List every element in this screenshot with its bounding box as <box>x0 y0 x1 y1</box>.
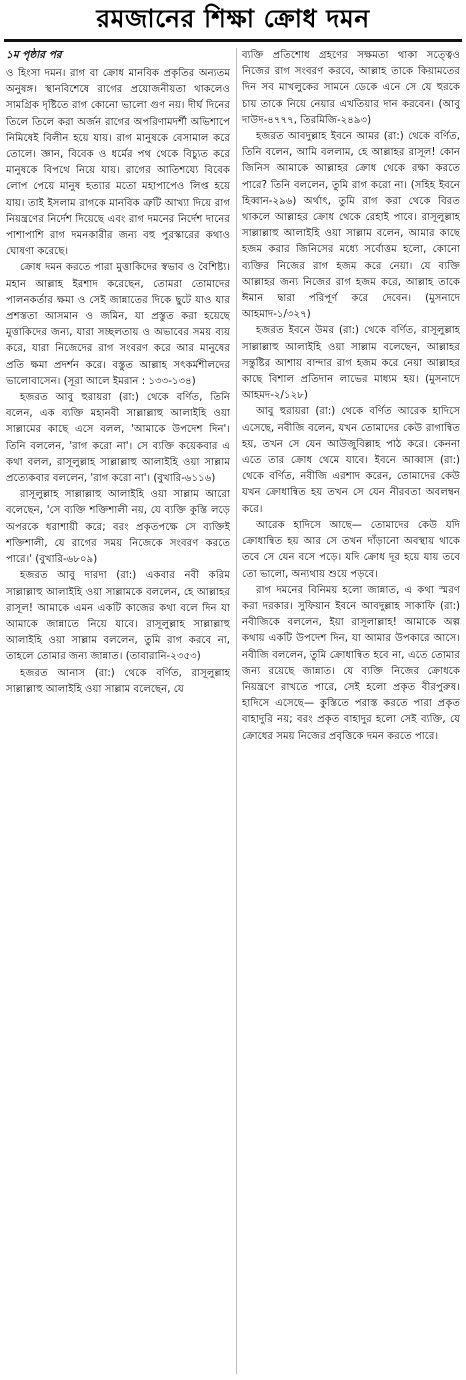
paragraph: আরেক হাদিসে আছে— তোমাদের কেউ যদি ক্রোধান্বিত হয় আর সে তখন দাঁড়ানো অবস্থায় থাকে তবে সে যেন বসে পড়ে। যদি ক্রোধ দূর হয়ে যায় তবে তো ভালো, অন্যথায় শুয়ে পড়বে। <box>242 519 460 580</box>
continued-from-label: ১ম পৃষ্ঠার পর <box>6 49 62 61</box>
paragraph: হজরত আবু দারদা (রা:) একবার নবী করিম সাল্লাল্লাহু আলাইহি ওয়া সাল্লামকে বললেন, হে আল্লাহর রাসূল! আমাকে এমন একটি কাজের কথা বলে দিন যা আমাকে জান্নাতে নিয়ে যাবে। রাসূলুল্লাহ সাল্লাল্লাহু আলাইহি ওয়া সাল্লাম বললেন, তুমি রাগ করবে না, তাহলে তোমার জন্য জান্নাত। (তাবারানি-২৩৫৩) <box>6 570 230 663</box>
paragraph: ও হিংসা দমন। রাগ বা ক্রোধ মানবিক প্রকৃতির অন্যতম অনুষঙ্গ। স্থানবিশেষে রাগের প্রয়োজনীয়তা থাকলেও সামগ্রিক দৃষ্টিতে রাগ কোনো ভালো গুণ নয়। দীর্ঘ দিনের তিলে তিলে করা অর্জন রাগের অপরিণামদর্শী অভিশাপে নিমিষেই বিলীন হয়ে যায়। রাগ মানুষকে বেসামাল করে তোলে। জ্ঞান, বিবেক ও ধর্মের পথ থেকে বিচ্যুত করে মানুষকে বিপথে নিয়ে যায়। রাগের আতিশয্যে বিবেক লোপ পেয়ে মানুষ হত্যার মতো মহাপাপেও লিপ্ত হয়ে যায়। তাই ইসলাম রাগকে মানবিক ত্রুটি আখ্যা দিয়ে রাগ নিয়ন্ত্রণের নির্দেশ দিয়েছে এবং রাগ দমনের নির্দেশ দানের পাশাপাশি রাগ দমনকারীর জন্য বহু পুরস্কারের কথাও ঘোষণা করেছে। <box>6 68 230 258</box>
paragraph: হজরত ইবনে উমর (রা:) থেকে বর্ণিত, রাসূলুল্লাহ সাল্লাল্লাহু আলাইহি ওয়া সাল্লাম বলেছেন, আল্লাহর সন্তুষ্টির আশায় বান্দার রাগ হজম করে নেয়া আল্লাহর কাছে বিশাল প্রতিদান লাভের মাধ্যম হয়। (মুসনাদে আহমদ-২/১২৮) <box>242 325 460 402</box>
paragraph: হজরত আনাস (রা:) থেকে বর্ণিত, রাসূলুল্লাহ সাল্লাল্লাহু আলাইহি ওয়া সাল্লাম বলেছেন, যে <box>6 667 230 695</box>
paragraph: রাগ দমনের বিনিময় হলো জান্নাত, এ কথা স্মরণ করা দরকার। সুফিয়ান ইবনে আবদুল্লাহ সাকাফি (রা:) নবীজিকে বললেন, ইয়া রাসূলাল্লাহ! আমাকে অল্প কথায় একটি উপদেশ দিন, যা আমার উপকারে আসে। নবীজি বললেন, তুমি ক্রোধান্বিত হবে না, এতে তোমার জন্য রয়েছে জান্নাত। যে ব্যক্তি নিজের ক্রোধকে নিয়ন্ত্রণে রাখতে পারে, সেই হলো প্রকৃত বীরপুরুষ। হাদিসে এসেছে— কুস্তিতে পরাস্ত করতে পারা প্রকৃত বাহাদুরি নয়; বরং প্রকৃত বাহাদুর হলো সেই ব্যক্তি, যে ক্রোধের সময় নিজের প্রবৃত্তিকে দমন করতে পারে। <box>242 584 460 742</box>
paragraph: ব্যক্তি প্রতিশোধ গ্রহণের সক্ষমতা থাকা সত্ত্বেও নিজের রাগ সংবরণ করবে, আল্লাহ তাকে কিয়ামতের দিন সব মাখলুকের সামনে ডেকে এনে সে যে হুরকে চায় তাকে নিয়ে নেয়ার এখতিয়ার দান করবেন। (আবু দাউদ-৪৭৭৭, তিরমিজি-২৪৯৩) <box>242 50 460 126</box>
article-headline: রমজানের শিক্ষা ক্রোধ দমন <box>96 4 370 33</box>
paragraph: ক্রোধ দমন করতে পারা মুত্তাকিদের স্বভাব ও বৈশিষ্ট্য। মহান আল্লাহ ইরশাদ করেছেন, তোমরা তোমাদের পালনকর্তার ক্ষমা ও সেই জান্নাতের দিকে ছুটে যাও যার প্রশস্ততা আসমান ও জমিন, যা প্রস্তুত করা হয়েছে মুত্তাকিদের জন্য, যারা সচ্ছলতায় ও অভাবের সময় ব্যয় করে, যারা নিজেদের রাগ সংবরণ করে আর মানুষের প্রতি ক্ষমা প্রদর্শন করে। বস্তুত আল্লাহ সৎকর্মশীলদের ভালোবাসেন। (সূরা আলে ইমরান : ১৩৩-১৩৪) <box>6 262 230 387</box>
paragraph: হজরত আবু হুরায়রা (রা:) থেকে বর্ণিত, তিনি বলেন, এক ব্যক্তি মহানবী সাল্লাল্লাহু আলাইহি ওয়া সাল্লামের কাছে এসে বলল, 'আমাকে উপদেশ দিন'। তিনি বললেন, 'রাগ করো না'। সে ব্যক্তি কয়েকবার এ কথা বলল, রাসূলুল্লাহ সাল্লাল্লাহু আলাইহি ওয়া সাল্লাম প্রত্যেকবার বললেন, 'রাগ করো না'। (বুখারি-৬১১৬) <box>6 392 230 485</box>
left-column <box>6 48 230 1374</box>
right-column <box>236 48 460 1374</box>
paragraph: আবু হুরায়রা (রা:) থেকে বর্ণিত আরেক হাদিসে এসেছে, নবীজি বলেন, যখন তোমাদের কেউ রাগান্বিত হয়, তখন সে যেন আউজুবিল্লাহ পাঠ করে। কেননা এতে তার ক্রোধ থেমে যাবে। ইবনে আব্বাস (রা:) থেকে বর্ণিত, নবীজি এরশাদ করেন, তোমাদের কেউ যখন ক্রোধান্বিত হয় তখন সে যেন নীরবতা অবলম্বন করে। <box>242 406 460 515</box>
paragraph: রাসূলুল্লাহ সাল্লাল্লাহু আলাইহি ওয়া সাল্লাম আরো বলেছেন, 'সে ব্যক্তি শক্তিশালী নয়, যে ব্যক্তি কুস্তি লড়ে অপরকে ধরাশায়ী করে; বরং প্রকৃতপক্ষে সে ব্যক্তিই শক্তিশালী, যে রাগের সময় নিজেকে সংবরণ করতে পারে।' (বুখারি-৬৮০৯) <box>6 489 230 566</box>
article-columns <box>6 48 460 1374</box>
headline-banner <box>4 2 462 42</box>
paragraph: হজরত আবদুল্লাহ ইবনে আমর (রা:) থেকে বর্ণিত, তিনি বলেন, আমি বললাম, হে আল্লাহর রাসূল! কোন জিনিস আমাকে আল্লাহর ক্রোধ থেকে রক্ষা করতে পারে? তিনি বললেন, তুমি রাগ করো না। (সহিহ ইবনে হিব্বান-২৯৬) অর্থাৎ, তুমি রাগ করা থেকে বিরত থাকলে আল্লাহর ক্রোধ থেকে রেহাই পাবে। রাসূলুল্লাহ সাল্লাল্লাহু আলাইহি ওয়া সাল্লাম বলেন, আমার কাছে হজম করার জিনিসের মধ্যে সর্বোত্তম হলো, কোনো ব্যক্তির নিজের রাগ হজম করে নেয়া। যে ব্যক্তি আল্লাহর জন্য নিজের রাগ হজম করে, আল্লাহ তাকে ঈমান দ্বারা পরিপূর্ণ করে দেবেন। (মুসনাদে আহমাদ-১/৩২৭) <box>242 131 460 321</box>
